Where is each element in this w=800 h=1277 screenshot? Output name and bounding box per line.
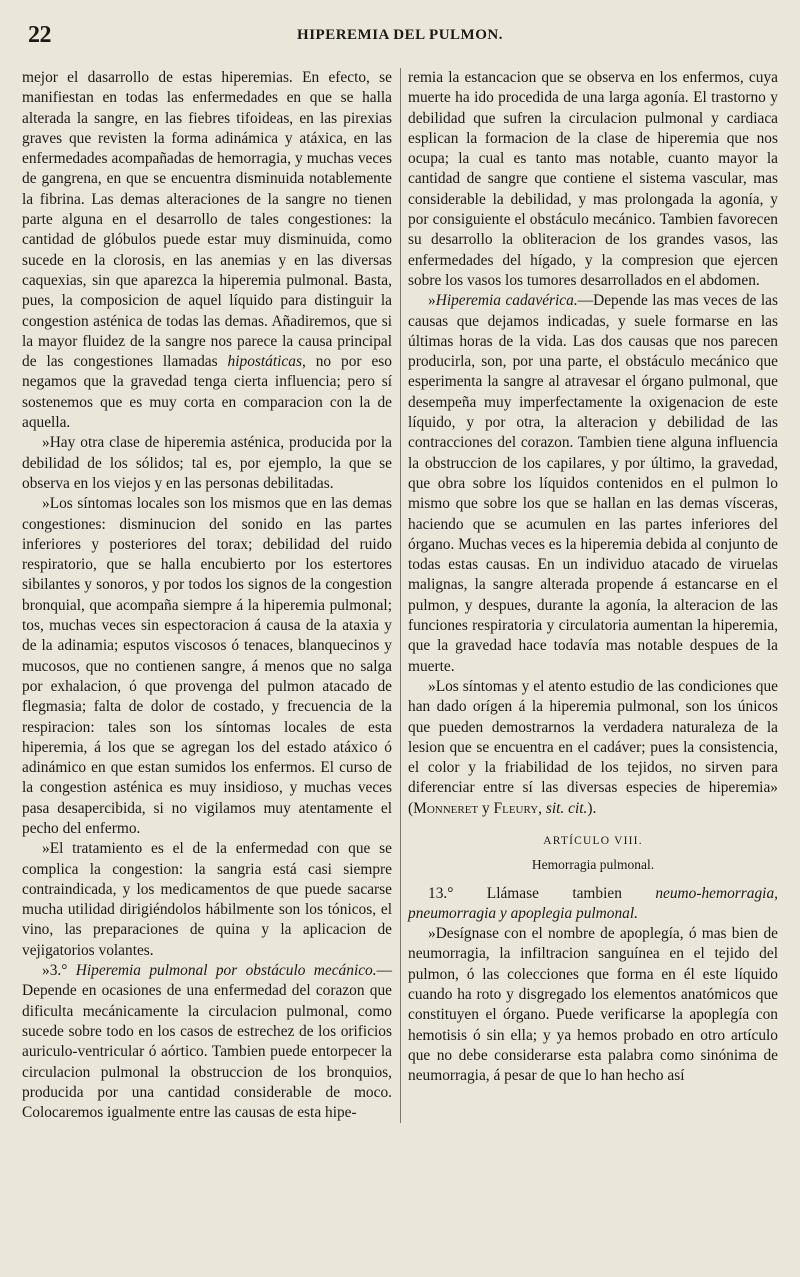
page-number: 22 bbox=[28, 22, 51, 48]
left-column bbox=[22, 68, 392, 1123]
right-column bbox=[408, 68, 778, 1123]
page-header bbox=[22, 22, 778, 54]
text-columns bbox=[22, 68, 778, 1123]
paragraph: remia la estancacion que se observa en los enfermos, cuya muerte ha ido procedida de una larga agonía. El trastorno y debilidad que sufren la circulacion pulmonal y cardiaca esplican la formacion de la clase de hiperemia que nos ocupa; la cual es tanto mas notable, cuanto mayor la cantidad de sangre que contiene el sistema vascular, mas considerable la debilidad, y mas prolongada la agonía, y por consiguiente el obstáculo mecánico. Tambien favorecen su desarrollo la obliteracion de los grandes vasos, las enfermedades del hígado, y la compresion que ejercen sobre los vasos los tumores desarrollados en el abdomen. bbox=[408, 69, 778, 289]
paragraph: »Hay otra clase de hiperemia asténica, producida por la debilidad de los sólidos; tal es, por ejemplo, la que se observa en los viejos y en las personas debilitadas. bbox=[22, 434, 392, 492]
running-head: HIPEREMIA DEL PULMON. bbox=[297, 27, 503, 43]
column-divider bbox=[400, 68, 401, 1123]
paragraph: »El tratamiento es el de la enfermedad con que se complica la congestion: la sangria está casi siempre contraindicada, y los medicamentos de que puede sacarse mucha utilidad dirigiéndolos hábilmente son los tónicos, el vino, las preparaciones de quina y la aplicacion de vejigatorios volantes. bbox=[22, 840, 392, 959]
paragraph: »Hiperemia cadavérica.—Depende las mas veces de las causas que dejamos indicadas, y suele formarse en las últimas horas de la vida. Las dos causas que nos parecen producirla, son, por una parte, el obstáculo mecánico que esperimenta la sangre al atravesar el órgano pulmonal, que desempeña muy imperfectamente la oxigenacion de este líquido, y por otra, la alteracion y debilidad de las contracciones del corazon. Tambien tiene alguna influencia la obstruccion de los capilares, y por último, la gravedad, que obra sobre los líquidos contenidos en el pulmon lo mismo que sobre los que se hallan en las demas vísceras, haciendo que se acumulen en las partes inferiores del órgano. Muchas veces es la hiperemia debida al conjunto de todas estas causas. En un individuo atacado de viruelas malignas, la sangre alterada propende á estancarse en el pulmon, y despues, durante la agonía, la alteracion de las funciones respiratoria y circulatoria aumentan la hiperemia, que la gravedad hace todavía mas notable despues de la muerte. bbox=[408, 292, 778, 675]
article-heading: ARTÍCULO VIII. bbox=[543, 834, 643, 847]
paragraph: mejor el dasarrollo de estas hiperemias. En efecto, se manifiestan en todas las enfermedades en que se halla alterada la sangre, en las fiebres tifoideas, en las pirexias graves que revisten la forma adinámica y atáxica, en las enfermedades acompañadas de hemorragia, y muchas veces de gangrena, en que se encuentra disminuida notablemente la fibrina. Las demas alteraciones de la sangre no tienen parte alguna en el desarrollo de tales congestiones: la cantidad de glóbulos puede estar muy disminuida, como sucede en la clorosis, en las anemias y en las diversas caquexias, sin que aparezca la hiperemia pulmonal. Basta, pues, la composicion de aquel líquido para distinguir la congestion asténica de todas las demas. Añadiremos, que si la mayor fluidez de la sangre nos parece la causa principal de las congestiones llamadas hipostáticas, no por eso negamos que la gravedad tenga cierta influencia; pero sí sostenemos que es muy corta en comparacion con la de aquella. bbox=[22, 69, 392, 432]
paragraph: 13.° Llámase tambien neumo-hemorragia, pneumorragia y apoplegia pulmonal. bbox=[408, 884, 778, 922]
paragraph: »3.° Hiperemia pulmonal por obstáculo mecánico.—Depende en ocasiones de una enfermedad del corazon que dificulta mecánicamente la circulacion pulmonal, como sucede sobre todo en los casos de estrechez de los orificios auriculo-ventricular ó aórtico. Tambien puede entorpecer la circulacion pulmonal la obstruccion de los bronquios, producida por una cantidad considerable de moco. Colocaremos igualmente entre las causas de esta hipe- bbox=[22, 962, 392, 1122]
paragraph: »Los síntomas y el atento estudio de las condiciones que han dado orígen á la hiperemia pulmonal, son los únicos que pueden demostrarnos la verdadera naturaleza de la lesion que se encuentra en el cadáver; pues la consistencia, el color y la friabilidad de los tejidos, no sirven para diferenciar entre sí las diversas especies de hiperemia» (Monneret y Fleury, sit. cit.). bbox=[408, 677, 778, 817]
article-subtitle: Hemorragia pulmonal. bbox=[531, 857, 655, 873]
paragraph: »Los síntomas locales son los mismos que en las demas congestiones: disminucion del sonido en las partes inferiores y posteriores del torax; debilidad del ruido respiratorio, que se halla encubierto por los estertores sibilantes y sonoros, y por todos los signos de la congestion bronquial, que acompaña siempre á la hiperemia pulmonal; tos, muchas veces sin espectoracion á causa de la ataxia y de la adinamia; esputos viscosos ó tenaces, blanquecinos y mucosos, que no contienen sangre, á menos que no salga por exhalacion, ó que provenga del pulmon atacado de flegmasia; falta de dolor de costado, y frecuencia de la respiracion: tales son los síntomas locales de esta hiperemia, á los que se agregan los del estado atáxico ó adinámico en que estan sumidos los enfermos. El curso de la congestion asténica es muy insidioso, y muchas veces pasa desapercibida, si no vigilamos muy atentamente el pecho del enfermo. bbox=[22, 495, 392, 837]
paragraph: »Desígnase con el nombre de apoplegía, ó mas bien de neumorragia, la infiltracion sanguínea en el tejido del pulmon, ó las colecciones que forma en él este líquido cuando ha roto y disgregado los elementos anatómicos que constituyen el órgano. Puede verificarse la apoplegía con hemotisis ó sin ella; y ya hemos probado en otro artículo que no debe considerarse esta palabra como sinónima de neumorragia, á pesar de que lo han hecho así bbox=[408, 925, 778, 1085]
